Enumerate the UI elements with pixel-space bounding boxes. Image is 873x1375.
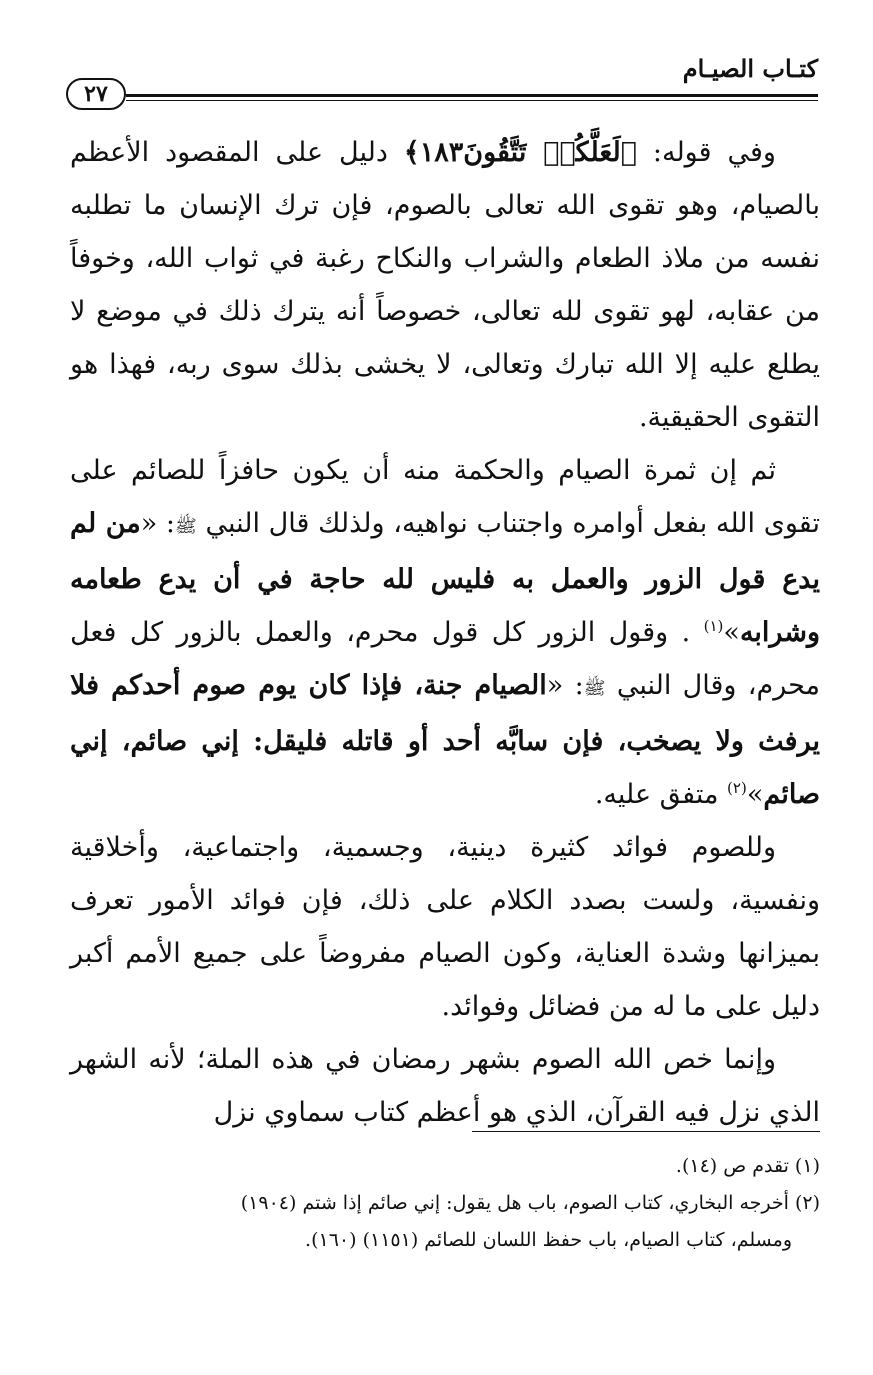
header-rule-thick (126, 94, 818, 97)
quran-verse: ﴿لَعَلَّكُمۡ تَتَّقُونَ١٨٣﴾ (403, 137, 637, 168)
header-rule (126, 94, 818, 104)
header-rule-thin (126, 100, 818, 101)
p2-text-1: ثم إن ثمرة الصيام والحكمة منه أن يكون حافزاً للصائم على تقوى الله بفعل أوامره واجتناب نواهيه، ولذلك قال النبي (70, 455, 820, 539)
p2-quote-open-1: : « (140, 508, 176, 539)
paragraph-2 (70, 444, 820, 821)
p2-quote-close-2: » (746, 779, 764, 810)
salawat-glyph-2: ﷺ (583, 678, 606, 699)
footnote-1: (١) تقدم ص (١٤). (675, 1155, 820, 1177)
p2-text-2: . وقول الزور كل قول محرم، والعمل بالزور كل فعل محرم، وقال النبي (70, 617, 821, 701)
hadith-1: من لم يدع قول الزور والعمل به فليس لله حاجة في أن يدع طعامه وشرابه (70, 508, 820, 648)
paragraph-3: وللصوم فوائد كثيرة دينية، وجسمية، واجتماعية، وأخلاقية ونفسية، ولست بصدد الكلام على ذلك، فإن فوائد الأمور تعرف بميزانها وشدة العناية، وكون الصيام مفروضاً على جميع الأمم أكبر دليل على ما له من فضائل وفوائد. (70, 832, 820, 1022)
footnote-separator (472, 1131, 820, 1132)
hadith-2: الصيام جنة، فإذا كان يوم صوم أحدكم فلا يرفث ولا يصخب، فإن سابَّه أحد أو قاتله فليقل: إني صائم، إني صائم (70, 670, 820, 810)
page-header (66, 50, 818, 122)
salawat-glyph-1: ﷺ (175, 516, 197, 537)
paragraph-4: وإنما خص الله الصوم بشهر رمضان في هذه الملة؛ لأنه الشهر الذي نزل فيه القرآن، الذي هو أعظم كتاب سماوي نزل (70, 1044, 820, 1128)
p2-quote-open-2: : « (546, 670, 584, 701)
p2-text-3: متفق عليه. (594, 779, 728, 810)
page-number: ٢٧ (66, 78, 126, 110)
footnote-ref-2[interactable]: (٢) (727, 779, 747, 797)
running-title: كتـاب الصيـام (682, 54, 818, 83)
p2-quote-close-1: » (723, 617, 740, 648)
footnotes (70, 1148, 820, 1259)
p1-text: دليل على المقصود الأعظم بالصيام، وهو تقوى الله تعالى بالصوم، فإن ترك الإنسان ما تطلبه نفسه من ملاذ الطعام والشراب والنكاح رغبة في ثواب الله، وخوفاً من عقابه، لهو تقوى لله تعالى، خصوصاً أنه يترك ذلك في موضع لا يطلع عليه إلا الله تبارك وتعالى، لا يخشى بذلك سوى ربه، فهذا هو التقوى الحقيقية. (70, 137, 820, 433)
paragraph-1 (70, 126, 820, 444)
p1-intro: وفي قوله: (636, 137, 776, 168)
footnote-2: (٢) أخرجه البخاري، كتاب الصوم، باب هل يقول: إني صائم إذا شتم (١٩٠٤) (240, 1192, 820, 1214)
footnote-2-continuation: ومسلم، كتاب الصيام، باب حفظ اللسان للصائم (١١٥١) (١٦٠). (305, 1229, 792, 1251)
footnote-ref-1[interactable]: (١) (703, 617, 724, 635)
body-text (70, 126, 820, 1139)
